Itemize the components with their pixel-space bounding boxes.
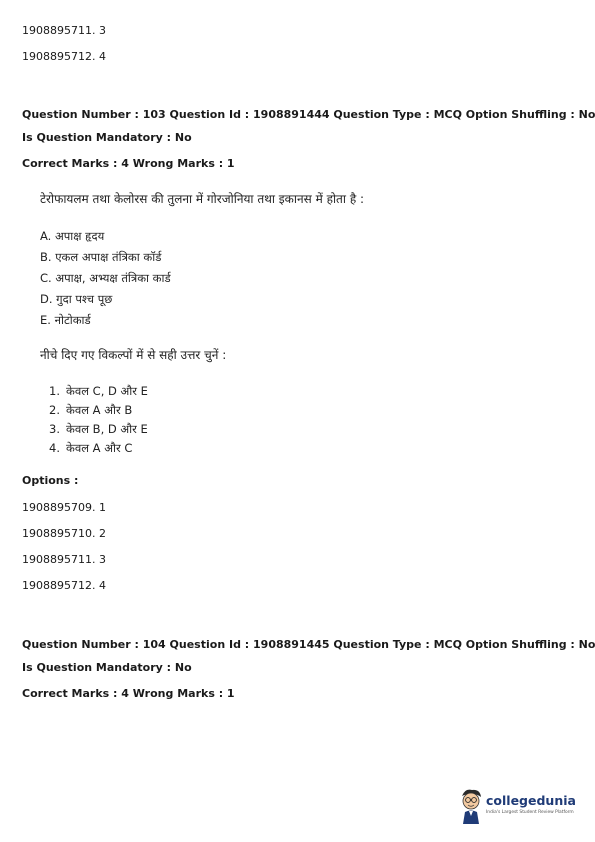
statement-e: E. नोटोकार्ड: [40, 313, 91, 327]
option-line: 1908895709. 1: [22, 501, 106, 514]
choice-item: [44, 403, 132, 418]
option-line: 1908895711. 3: [22, 553, 106, 566]
question-marks: Correct Marks : 4 Wrong Marks : 1: [22, 157, 235, 170]
choice-number: 2.: [49, 403, 60, 417]
statement-a: A. अपाक्ष हृदय: [40, 229, 105, 243]
student-mascot-icon: [456, 786, 486, 826]
choice-text: केवल A और B: [66, 403, 133, 417]
choice-number: 3.: [49, 422, 60, 436]
choice-item: [44, 441, 132, 456]
option-line: 1908895710. 2: [22, 527, 106, 540]
option-line: 1908895711. 3: [22, 24, 106, 37]
logo-tagline: India's Largest Student Review Platform: [486, 810, 574, 815]
statement-d: D. गुदा पश्च पूछ: [40, 292, 113, 306]
choice-number: 4.: [49, 441, 60, 455]
question-header: Question Number : 103 Question Id : 1908891444 Question Type : MCQ Option Shuffling : No: [22, 108, 595, 121]
choice-text: केवल A और C: [66, 441, 133, 455]
choice-text: केवल B, D और E: [66, 422, 148, 436]
question-marks: Correct Marks : 4 Wrong Marks : 1: [22, 687, 235, 700]
question-mandatory: Is Question Mandatory : No: [22, 661, 192, 674]
option-line: 1908895712. 4: [22, 50, 106, 63]
statement-b: B. एकल अपाक्ष तंत्रिका कॉर्ड: [40, 250, 162, 264]
logo-wordmark: collegedunia: [486, 793, 576, 808]
instruction-text: नीचे दिए गए विकल्पों में से सही उत्तर चुनें :: [40, 348, 227, 362]
question-text: टेरोफायलम तथा केलोरस की तुलना में गोरजोनिया तथा इकानस में होता है :: [40, 192, 365, 206]
choice-item: [44, 422, 148, 437]
question-mandatory: Is Question Mandatory : No: [22, 131, 192, 144]
statement-c: C. अपाक्ष, अभ्यक्ष तंत्रिका कार्ड: [40, 271, 171, 285]
choice-number: 1.: [49, 384, 60, 398]
option-line: 1908895712. 4: [22, 579, 106, 592]
collegedunia-logo: [456, 786, 574, 826]
choice-item: [44, 384, 148, 399]
question-header: Question Number : 104 Question Id : 1908891445 Question Type : MCQ Option Shuffling : No: [22, 638, 595, 651]
options-label: Options :: [22, 474, 79, 487]
choice-text: केवल C, D और E: [66, 384, 148, 398]
